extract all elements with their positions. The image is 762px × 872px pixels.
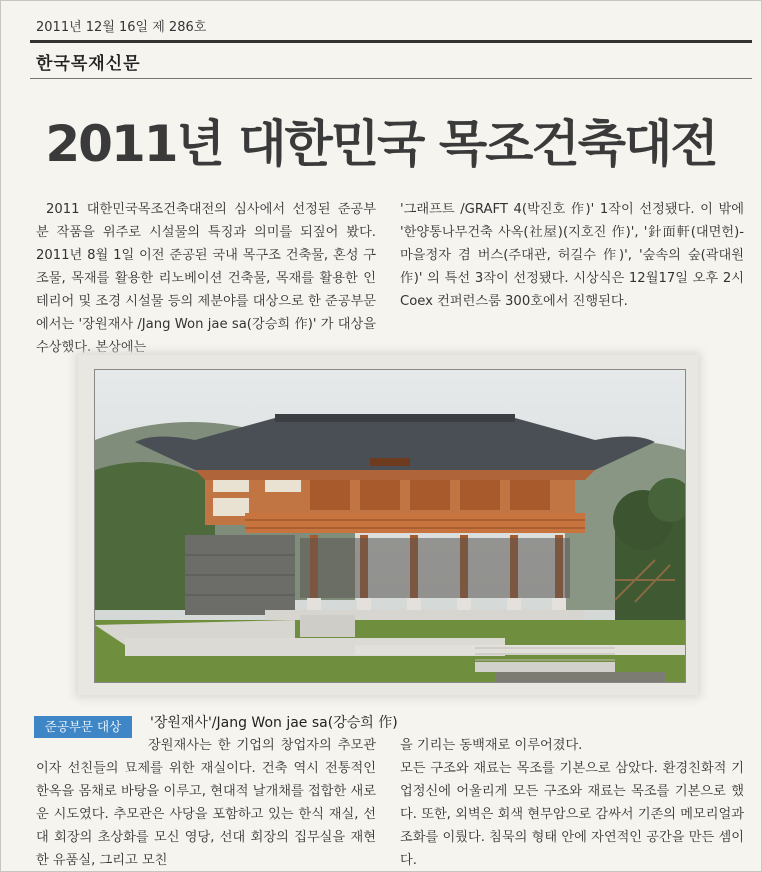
- hanok-pavilion-photo: [94, 369, 686, 683]
- intro-left-text: 2011 대한민국목조건축대전의 심사에서 선정된 준공부분 작품을 위주로 시설물의 특징과 의미를 되짚어 봤다. 2011년 8월 1일 이전 준공된 국내 목구조 건축물, 혼성 구조물, 목재를 활용한 리노베이션 건축물, 목재를 활용한 인테리어 및 조경 시설물 등의 제분야를 대상으로 한 준공부문에서는 '장원재사 /Jang Won jae sa(강승희 作)' 가 대상을 수상했다. 본상에는: [36, 202, 376, 355]
- photo-frame: [78, 355, 698, 695]
- masthead-rule: [30, 78, 752, 79]
- intro-left-column: [36, 198, 376, 359]
- photo-caption: '장원재사'/Jang Won jae sa(강승희 作): [150, 715, 398, 731]
- intro-right-column: [400, 198, 744, 313]
- feature-left-column: [36, 734, 376, 872]
- top-rule: [30, 40, 752, 43]
- newspaper-masthead: 한국목재신문: [36, 54, 141, 74]
- issue-dateline: 2011년 12월 16일 제 286호: [36, 20, 207, 35]
- feature-right-column: [400, 734, 744, 872]
- intro-right-text: '그래프트 /GRAFT 4(박진호 作)' 1작이 선정됐다. 이 밖에 '한양통나무건축 사옥(社屋)(지호진 作)', '針面軒(대면헌)-마을정자 겸 버스(주대관, 허길수 作)', '숲속의 숲(곽대원 作)' 의 특선 3작이 선정됐다. 시상식은 12월17일 오후 2시 Coex 컨퍼런스룸 300호에서 진행된다.: [400, 202, 744, 309]
- feature-right-text-2: 모든 구조와 재료는 목조를 기본으로 삼았다. 환경친화적 기업정신에 어울리게 모든 구조와 재료는 목조를 기본으로 했다. 또한, 외벽은 회색 현무암으로 감싸서 기존의 메모리얼과 조화를 이뤘다. 침묵의 형태 안에 자연적인 공간을 만든 셈이다.: [400, 761, 744, 868]
- article-headline: 2011년 대한민국 목조건축대전: [45, 115, 717, 173]
- feature-left-text: 장원재사는 한 기업의 창업자의 추모관이자 선친들의 묘제를 위한 재실이다. 건축 역시 전통적인 한옥을 몸채로 바탕을 이루고, 현대적 날개채를 접합한 새로운 시도였다. 추모관은 사당을 포함하고 있는 한식 재실, 선대 회장의 초상화를 모신 영당, 선대 회장의 집무실을 재현한 유품실, 그리고 모친: [36, 738, 376, 868]
- feature-right-text-1: 을 기리는 동백재로 이루어졌다.: [400, 738, 583, 753]
- award-badge: 준공부문 대상: [34, 716, 132, 738]
